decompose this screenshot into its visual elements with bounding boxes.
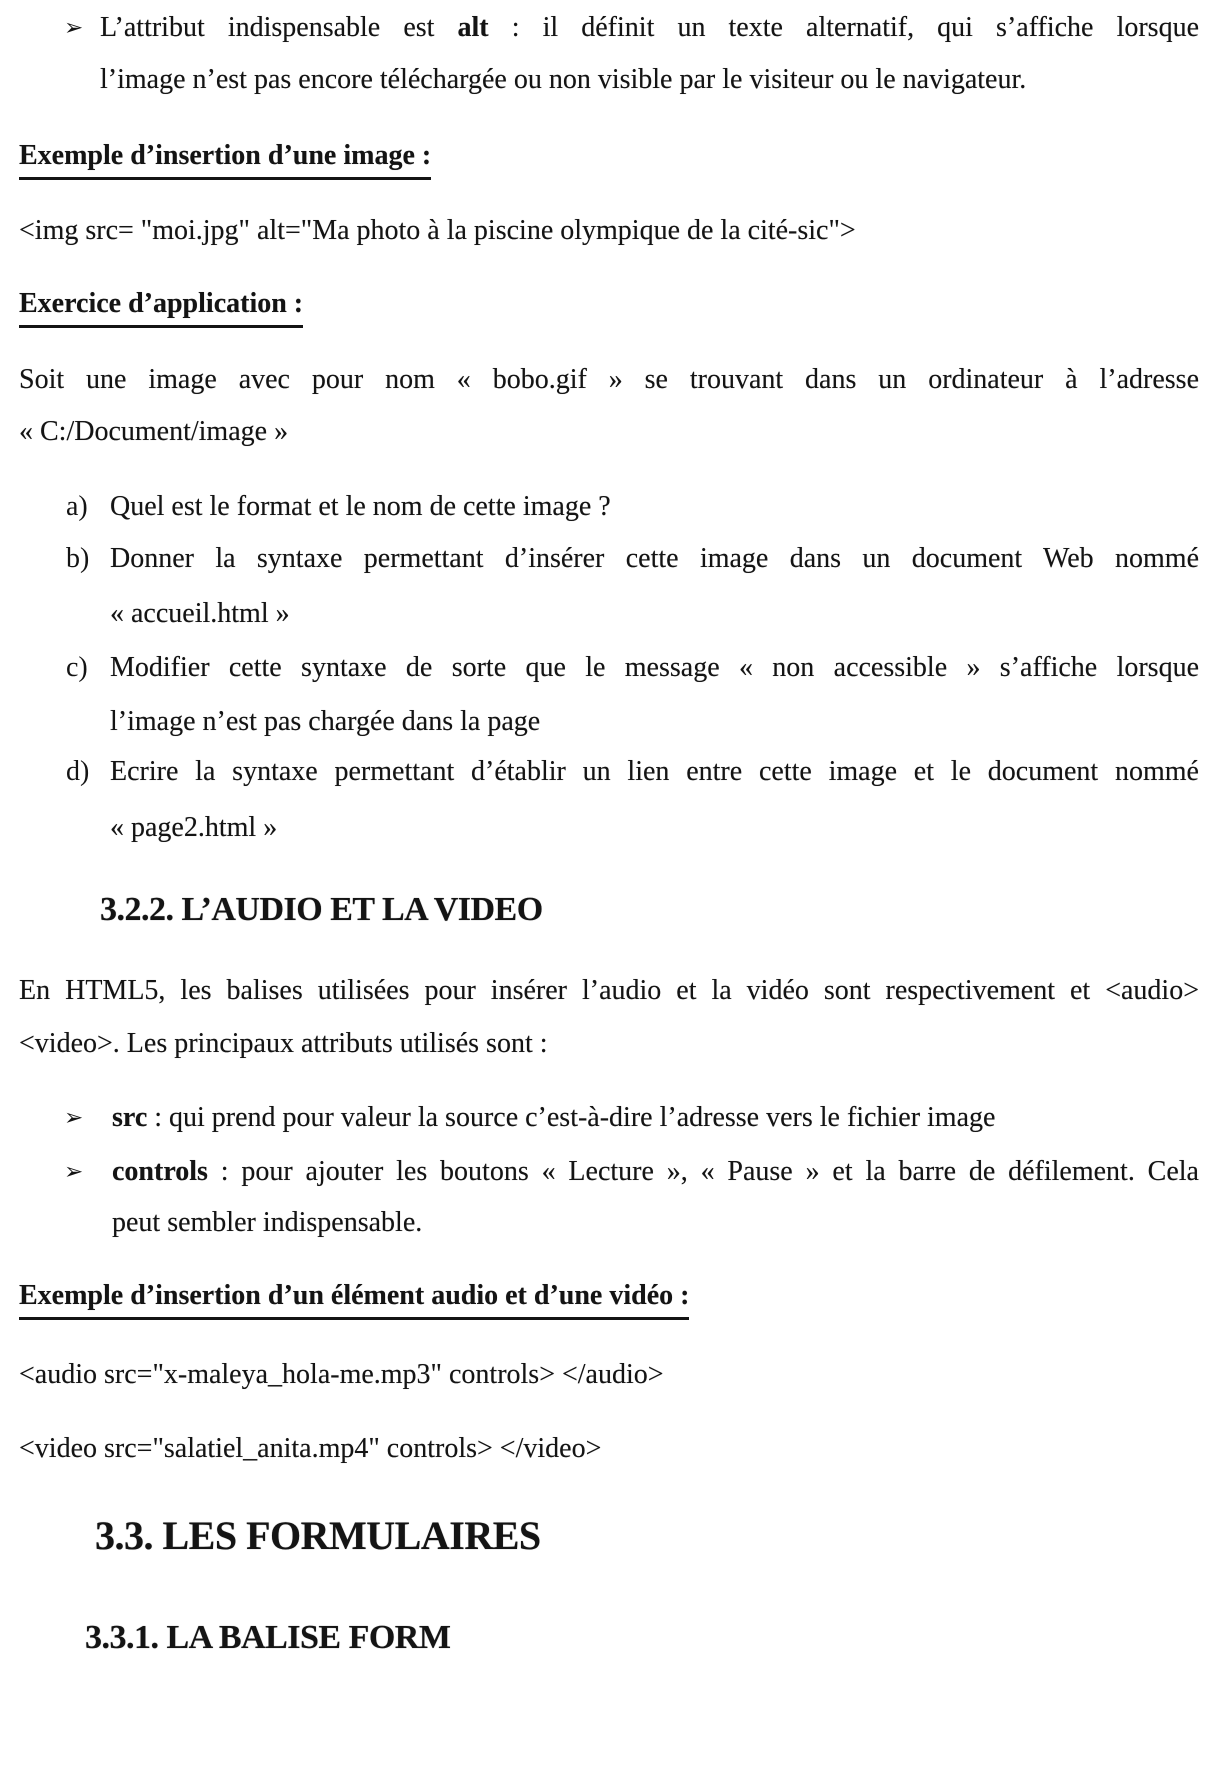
list-marker-c: c) bbox=[66, 652, 88, 683]
list-marker-a: a) bbox=[66, 491, 88, 522]
paragraph-soit-image-line1: Soit une image avec pour nom « bobo.gif » se trouvant dans un ordinateur à l’adresse bbox=[19, 364, 1199, 395]
list-item-c-line1: Modifier cette syntaxe de sorte que le message « non accessible » s’affiche lorsque bbox=[110, 652, 1199, 683]
heading-underlined-text: Exercice d’application : bbox=[19, 286, 303, 328]
section-heading-balise-form: 3.3.1. LA BALISE FORM bbox=[85, 1619, 451, 1656]
paragraph-alt-attribute-line2: l’image n’est pas encore téléchargée ou non visible par le visiteur ou le navigateur. bbox=[100, 64, 1027, 95]
list-marker-d: d) bbox=[66, 756, 90, 787]
bullet-src-attribute bbox=[112, 1100, 995, 1136]
heading-underlined-text: Exemple d’insertion d’une image : bbox=[19, 138, 431, 180]
bullet-controls-attribute-line1 bbox=[112, 1154, 1199, 1190]
paragraph-html5-line1: En HTML5, les balises utilisées pour insérer l’audio et la vidéo sont respectivement et <audio> bbox=[19, 975, 1199, 1006]
text-segment: : pour ajouter les boutons « Lecture », « Pause » et la barre de défilement. Cela bbox=[207, 1156, 1199, 1187]
text-segment: : il définit un texte alternatif, qui s’affiche lorsque bbox=[488, 12, 1199, 43]
code-video-tag: <video src="salatiel_anita.mp4" controls> </video> bbox=[19, 1433, 602, 1464]
paragraph-soit-image-line2: « C:/Document/image » bbox=[19, 416, 289, 447]
paragraph-alt-attribute-line1 bbox=[100, 10, 1199, 46]
list-item-b-line2: « accueil.html » bbox=[110, 598, 290, 629]
heading-exemple-audio-video bbox=[19, 1278, 689, 1320]
bullet-arrow-icon: ➢ bbox=[64, 15, 84, 41]
list-item-d-line1: Ecrire la syntaxe permettant d’établir un lien entre cette image et le document nommé bbox=[110, 756, 1199, 787]
code-img-tag: <img src= "moi.jpg" alt="Ma photo à la piscine olympique de la cité-sic"> bbox=[19, 215, 856, 246]
heading-exercice-application bbox=[19, 286, 303, 328]
bullet-controls-attribute-line2: peut sembler indispensable. bbox=[112, 1207, 423, 1238]
list-item-b-line1: Donner la syntaxe permettant d’insérer cette image dans un document Web nommé bbox=[110, 543, 1199, 574]
code-audio-tag: <audio src="x-maleya_hola-me.mp3" controls> </audio> bbox=[19, 1359, 664, 1390]
bold-src-keyword: src bbox=[112, 1102, 148, 1133]
text-segment: : qui prend pour valeur la source c’est-à-dire l’adresse vers le fichier image bbox=[147, 1102, 996, 1133]
bullet-arrow-icon: ➢ bbox=[64, 1105, 84, 1131]
list-marker-b: b) bbox=[66, 543, 90, 574]
section-heading-audio-video: 3.2.2. L’AUDIO ET LA VIDEO bbox=[100, 891, 543, 928]
bold-alt-keyword: alt bbox=[457, 12, 489, 43]
paragraph-html5-line2: <video>. Les principaux attributs utilisés sont : bbox=[19, 1028, 548, 1059]
heading-underlined-text: Exemple d’insertion d’un élément audio et d’une vidéo : bbox=[19, 1278, 689, 1320]
heading-exemple-image bbox=[19, 138, 431, 180]
section-heading-formulaires: 3.3. LES FORMULAIRES bbox=[95, 1513, 541, 1558]
bold-controls-keyword: controls bbox=[112, 1156, 208, 1187]
bullet-arrow-icon: ➢ bbox=[64, 1159, 84, 1185]
list-item-a: Quel est le format et le nom de cette image ? bbox=[110, 491, 611, 522]
text-segment: L’attribut indispensable est bbox=[100, 12, 458, 43]
list-item-c-line2: l’image n’est pas chargée dans la page bbox=[110, 706, 541, 737]
list-item-d-line2: « page2.html » bbox=[110, 812, 278, 843]
